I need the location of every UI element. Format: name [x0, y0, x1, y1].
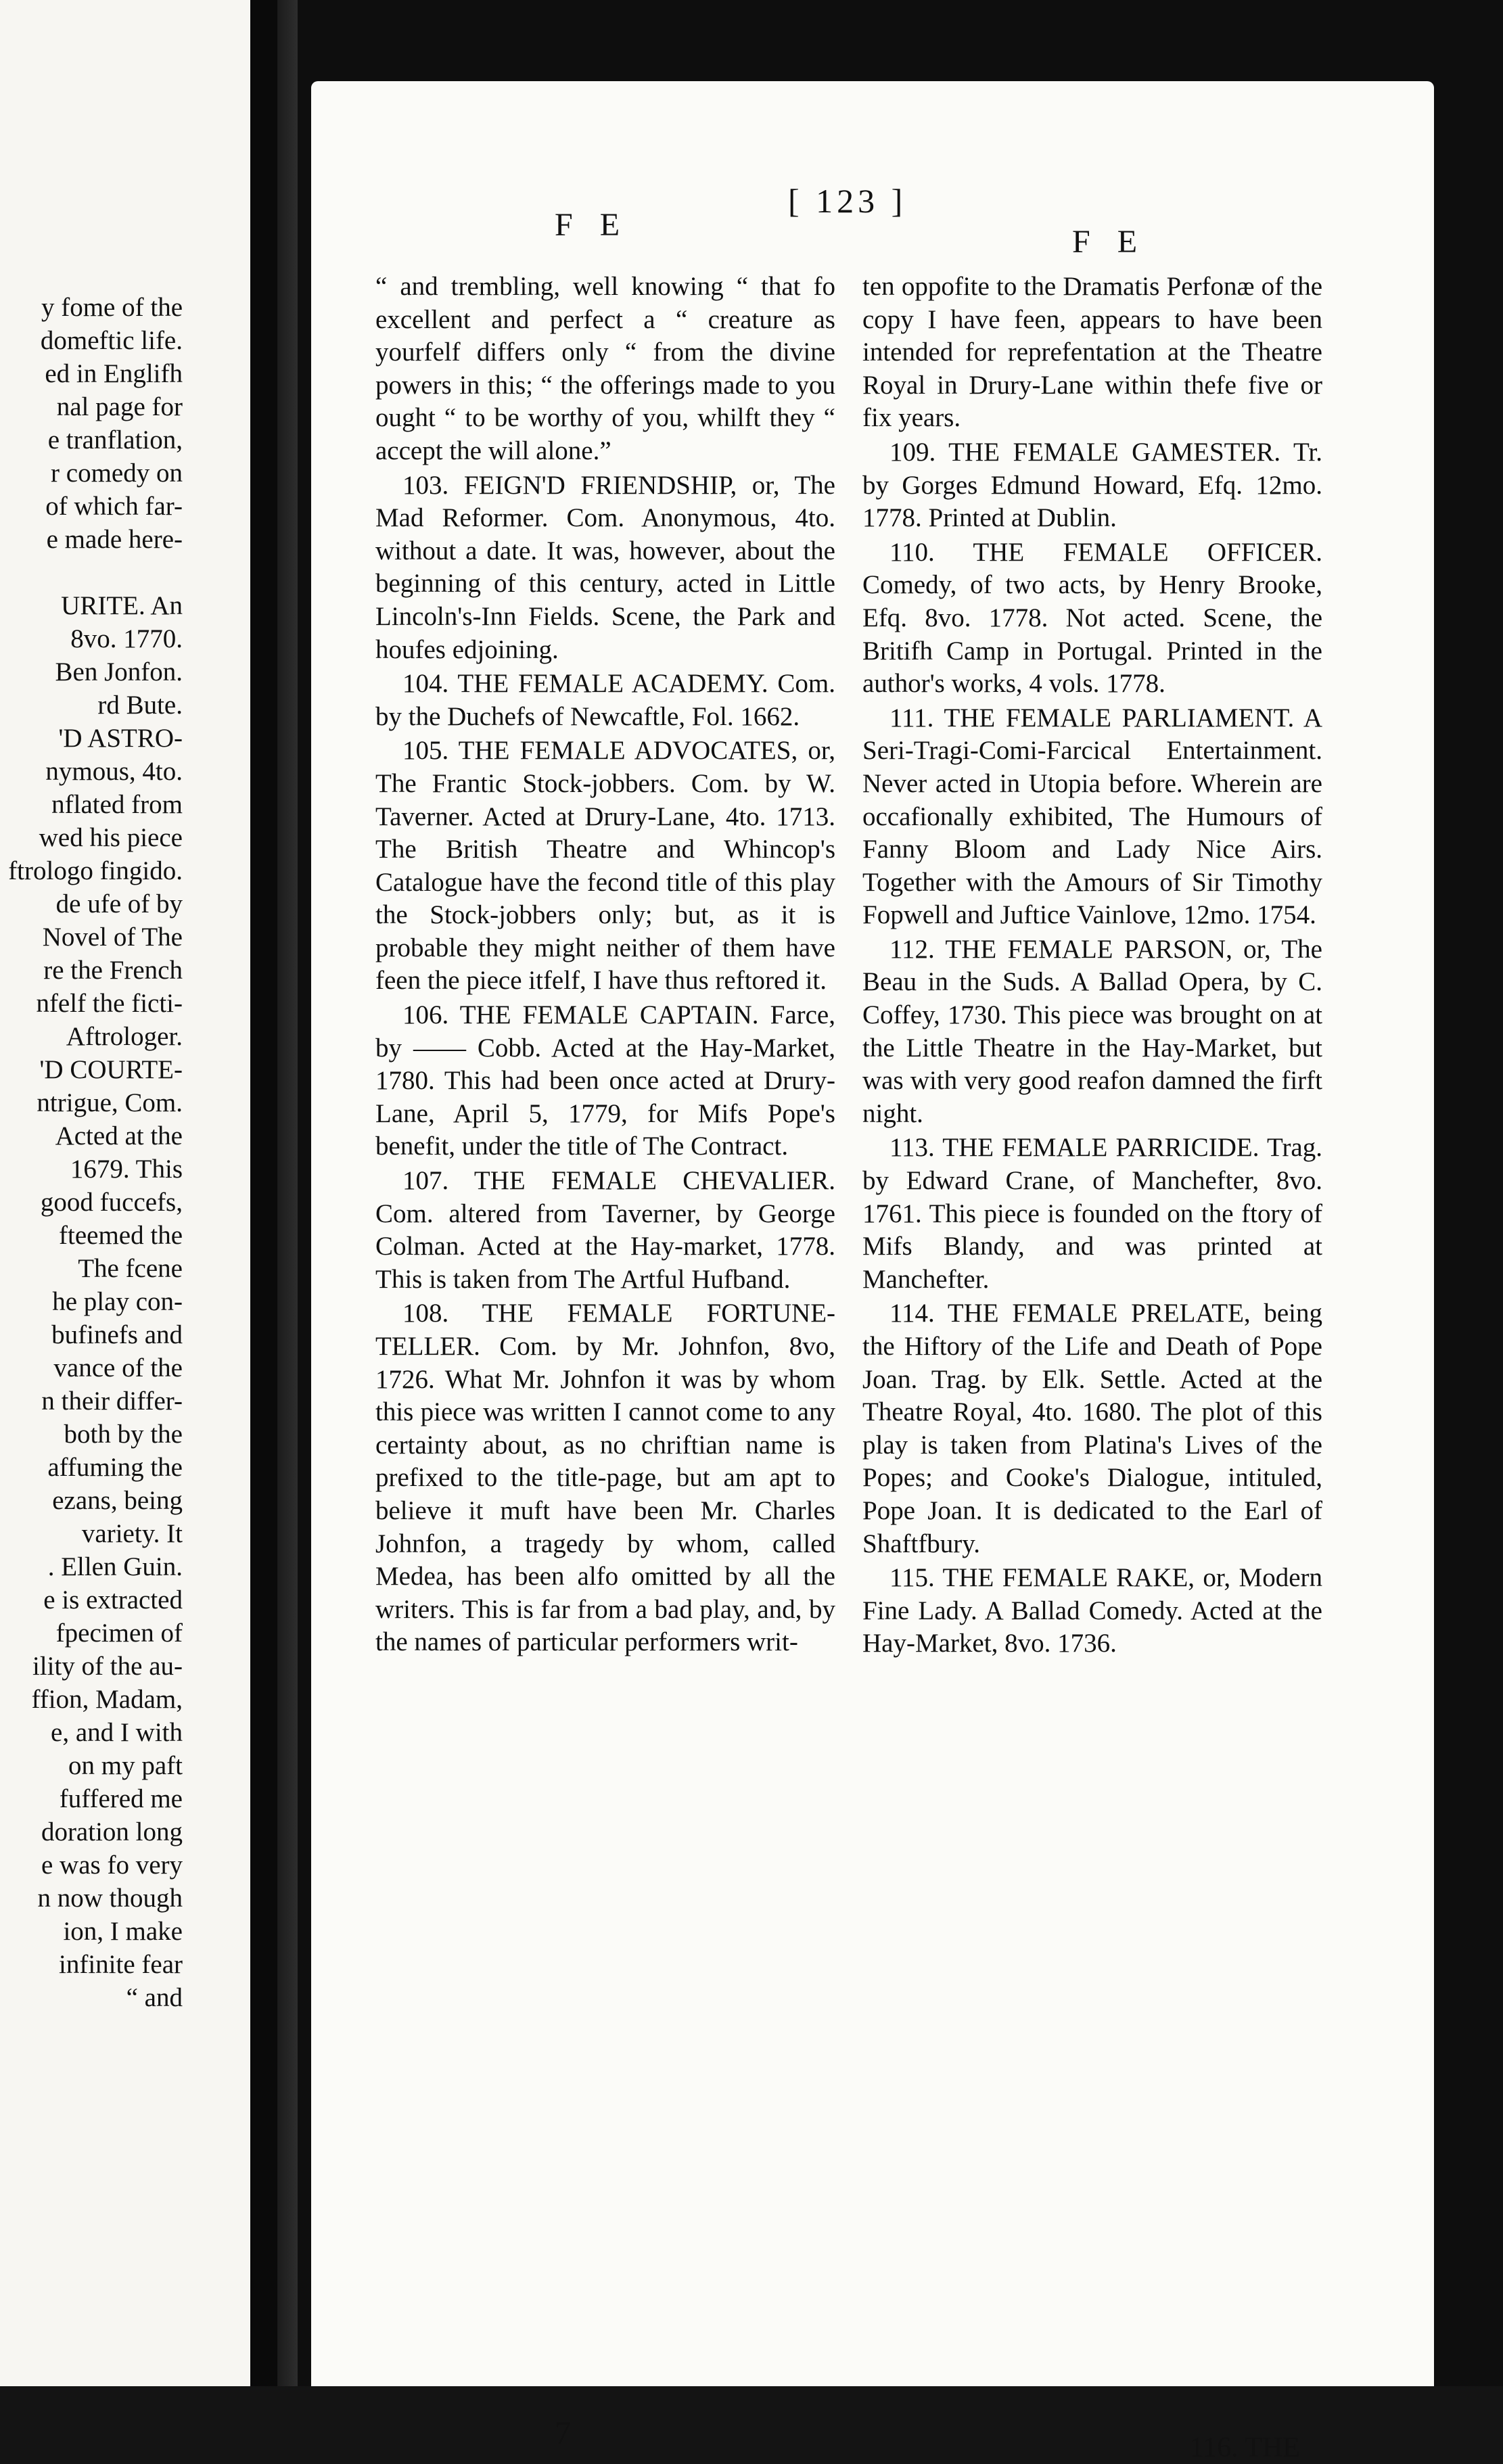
- left-page-line: vance of the: [53, 1353, 183, 1382]
- left-page-line: re the French: [43, 956, 183, 985]
- left-page-line: e tranflation,: [47, 425, 183, 455]
- left-page-line: ffion, Madam,: [31, 1685, 183, 1714]
- entry-paragraph: 108. THE FEMALE FORTUNE-TELLER. Com. by Mr. Johnfon, 8vo, 1726. What Mr. Johnfon it was by whom this piece was written I cannot come to any certainty about, as no chriftian name is prefixed to the title-page, but am apt to believe it muft have been Mr. Charles Johnfon, a tragedy by whom, called Medea, has been alfo omitted by all the writers. This is far from a bad play, and, by the names of particular performers writ-: [375, 1299, 835, 1657]
- left-page-line: infinite fear: [59, 1950, 183, 1979]
- left-page-line: fpecimen of: [55, 1619, 183, 1648]
- left-page-line: 1679. This: [70, 1155, 183, 1184]
- entry-paragraph: 109. THE FEMALE GAMESTER. Tr. by Gorges Edmund Howard, Efq. 12mo. 1778. Printed at Dublin.: [862, 437, 1322, 533]
- text-column-right: [862, 271, 1322, 1660]
- left-page-line: ed in Englifh: [45, 359, 183, 388]
- entry-paragraph: 112. THE FEMALE PARSON, or, The Beau in the Suds. A Ballad Opera, by C. Coffey, 1730. This piece was brought on at the Little Theatre in the Hay-Market, but was with very good reafon damned the firft night.: [862, 934, 1322, 1128]
- entry-paragraph: 106. THE FEMALE CAPTAIN. Farce, by —— Cobb. Acted at the Hay-Market, 1780. This had been once acted at Drury-Lane, April 5, 1779, for Mifs Pope's benefit, under the title of The Contract.: [375, 1000, 835, 1161]
- left-page-line: r comedy on: [51, 459, 183, 488]
- running-head-left: F E: [555, 207, 630, 243]
- left-page-line: Aftrologer.: [66, 1022, 183, 1051]
- page-number: [ 123 ]: [788, 182, 907, 220]
- left-page-line: e made here-: [46, 525, 183, 554]
- left-page-line: both by the: [64, 1420, 183, 1449]
- left-page-line: he play con-: [52, 1287, 183, 1316]
- left-page-line: variety. It: [81, 1519, 183, 1548]
- left-page-line: . Ellen Guin.: [47, 1552, 183, 1581]
- entry-paragraph: 114. THE FEMALE PRELATE, being the Hiftory of the Life and Death of Pope Joan. Trag. by Elk. Settle. Acted at the Theatre Royal, 4to. 1680. The plot of this play is taken from Platina's Lives of the Popes; and Cooke's Dialogue, intituled, Pope Joan. It is dedicated to the Earl of Shaftfbury.: [862, 1299, 1322, 1558]
- left-page-line: [0, 556, 183, 589]
- left-page-line: n their differ-: [41, 1387, 183, 1416]
- left-page-line: de ufe of by: [55, 889, 183, 919]
- left-page-line: Novel of The: [42, 923, 183, 952]
- left-page-line: wed his piece: [39, 823, 183, 852]
- left-page-line: e is extracted: [43, 1585, 183, 1614]
- left-page-line: rd Bute.: [97, 691, 183, 720]
- left-page-fragment: [0, 0, 277, 2386]
- running-head-right: F E: [1072, 224, 1147, 260]
- left-page-line: e was fo very: [41, 1851, 183, 1880]
- left-page-line: y fome of the: [41, 293, 183, 322]
- left-page-line: e, and I with: [51, 1718, 183, 1747]
- entry-paragraph: 104. THE FEMALE ACADEMY. Com. by the Duchefs of Newcaftle, Fol. 1662.: [375, 669, 835, 731]
- left-page-line: n now though: [37, 1884, 183, 1913]
- left-page-line: ion, I make: [63, 1917, 183, 1946]
- entry-paragraph: 110. THE FEMALE OFFICER. Comedy, of two acts, by Henry Brooke, Efq. 8vo. 1778. Not acted. Scene, the Britifh Camp in Portugal. Printed in the author's works, 4 vols. 1778.: [862, 537, 1322, 699]
- left-page-line: affuming the: [47, 1453, 183, 1482]
- left-page-line: nal page for: [56, 392, 183, 421]
- left-page-text: [0, 291, 183, 2014]
- left-page-line: The fcene: [78, 1254, 183, 1283]
- left-page-line: ezans, being: [52, 1486, 183, 1515]
- left-page-line: ftrologo fingido.: [8, 856, 183, 885]
- left-page-line: of which far-: [45, 492, 183, 521]
- entry-paragraph: 103. FEIGN'D FRIENDSHIP, or, The Mad Reformer. Com. Anonymous, 4to. without a date. It was, however, about the beginning of this century, acted in Little Lincoln's-Inn Fields. Scene, the Park and houfes edjoining.: [375, 470, 835, 664]
- left-page-line: Acted at the: [55, 1121, 183, 1150]
- left-page-line: nflated from: [51, 790, 183, 819]
- left-page-line: ility of the au-: [32, 1652, 183, 1681]
- entry-paragraph: 113. THE FEMALE PARRICIDE. Trag. by Edward Crane, of Manchefter, 8vo. 1761. This piece is founded on the ftory of Mifs Blandy, and was printed at Manchefter.: [862, 1133, 1322, 1294]
- entry-paragraph: 107. THE FEMALE CHEVALIER. Com. altered from Taverner, by George Colman. Acted at the Hay-market, 1778. This is taken from The Artful Hufband.: [375, 1166, 835, 1294]
- catchword: 116. THE: [1189, 2432, 1300, 2463]
- text-column-left: [375, 271, 835, 1659]
- left-page-line: good fuccefs,: [40, 1188, 183, 1217]
- left-page-line: 'D COURTE-: [39, 1055, 183, 1084]
- left-page-line: 'D ASTRO-: [58, 724, 183, 753]
- left-page-line: fuffered me: [59, 1784, 183, 1813]
- left-page-line: fteemed the: [59, 1221, 183, 1250]
- left-page-line: nfelf the ficti-: [36, 989, 183, 1018]
- left-page-line: “ and: [126, 1983, 183, 2012]
- left-page-line: URITE. An: [61, 591, 183, 620]
- left-page-line: bufinefs and: [51, 1320, 183, 1349]
- entry-paragraph: “ and trembling, well knowing “ that fo excellent and perfect a “ creature as yourfelf differs only “ from the divine powers in this; “ the offerings made to you ought “ to be worthy of you, whilft they “ accept the will alone.”: [375, 272, 835, 465]
- left-page-line: domeftic life.: [40, 326, 183, 355]
- left-page-line: Ben Jonfon.: [55, 657, 183, 687]
- signature-mark: 7: [555, 2415, 571, 2451]
- entry-paragraph: 111. THE FEMALE PARLIAMENT. A Seri-Tragi-Comi-Farcical Entertainment. Never acted in Utopia before. Wherein are occafionally exhibited, The Humours of Fanny Bloom and Lady Nice Airs. Together with the Amours of Sir Timothy Fopwell and Juftice Vainlove, 12mo. 1754.: [862, 703, 1322, 930]
- left-page-line: nymous, 4to.: [45, 757, 183, 786]
- entry-paragraph: 115. THE FEMALE RAKE, or, Modern Fine Lady. A Ballad Comedy. Acted at the Hay-Market, 8vo. 1736.: [862, 1563, 1322, 1658]
- left-page-line: on my paft: [68, 1751, 183, 1780]
- entry-paragraph: ten oppofite to the Dramatis Perfonæ of the copy I have feen, appears to have been intended for reprefentation at the Theatre Royal in Drury-Lane within thefe five or fix years.: [862, 272, 1322, 433]
- left-page-line: ntrigue, Com.: [37, 1088, 183, 1117]
- left-page-line: 8vo. 1770.: [70, 624, 183, 653]
- entry-paragraph: 105. THE FEMALE ADVOCATES, or, The Frantic Stock-jobbers. Com. by W. Taverner. Acted at Drury-Lane, 4to. 1713. The British Theatre and Whincop's Catalogue have the fecond title of this play the Stock-jobbers only; but, as it is probable they might neither of them have feen the piece itfelf, I have thus reftored it.: [375, 736, 835, 996]
- left-page-line: doration long: [41, 1817, 183, 1846]
